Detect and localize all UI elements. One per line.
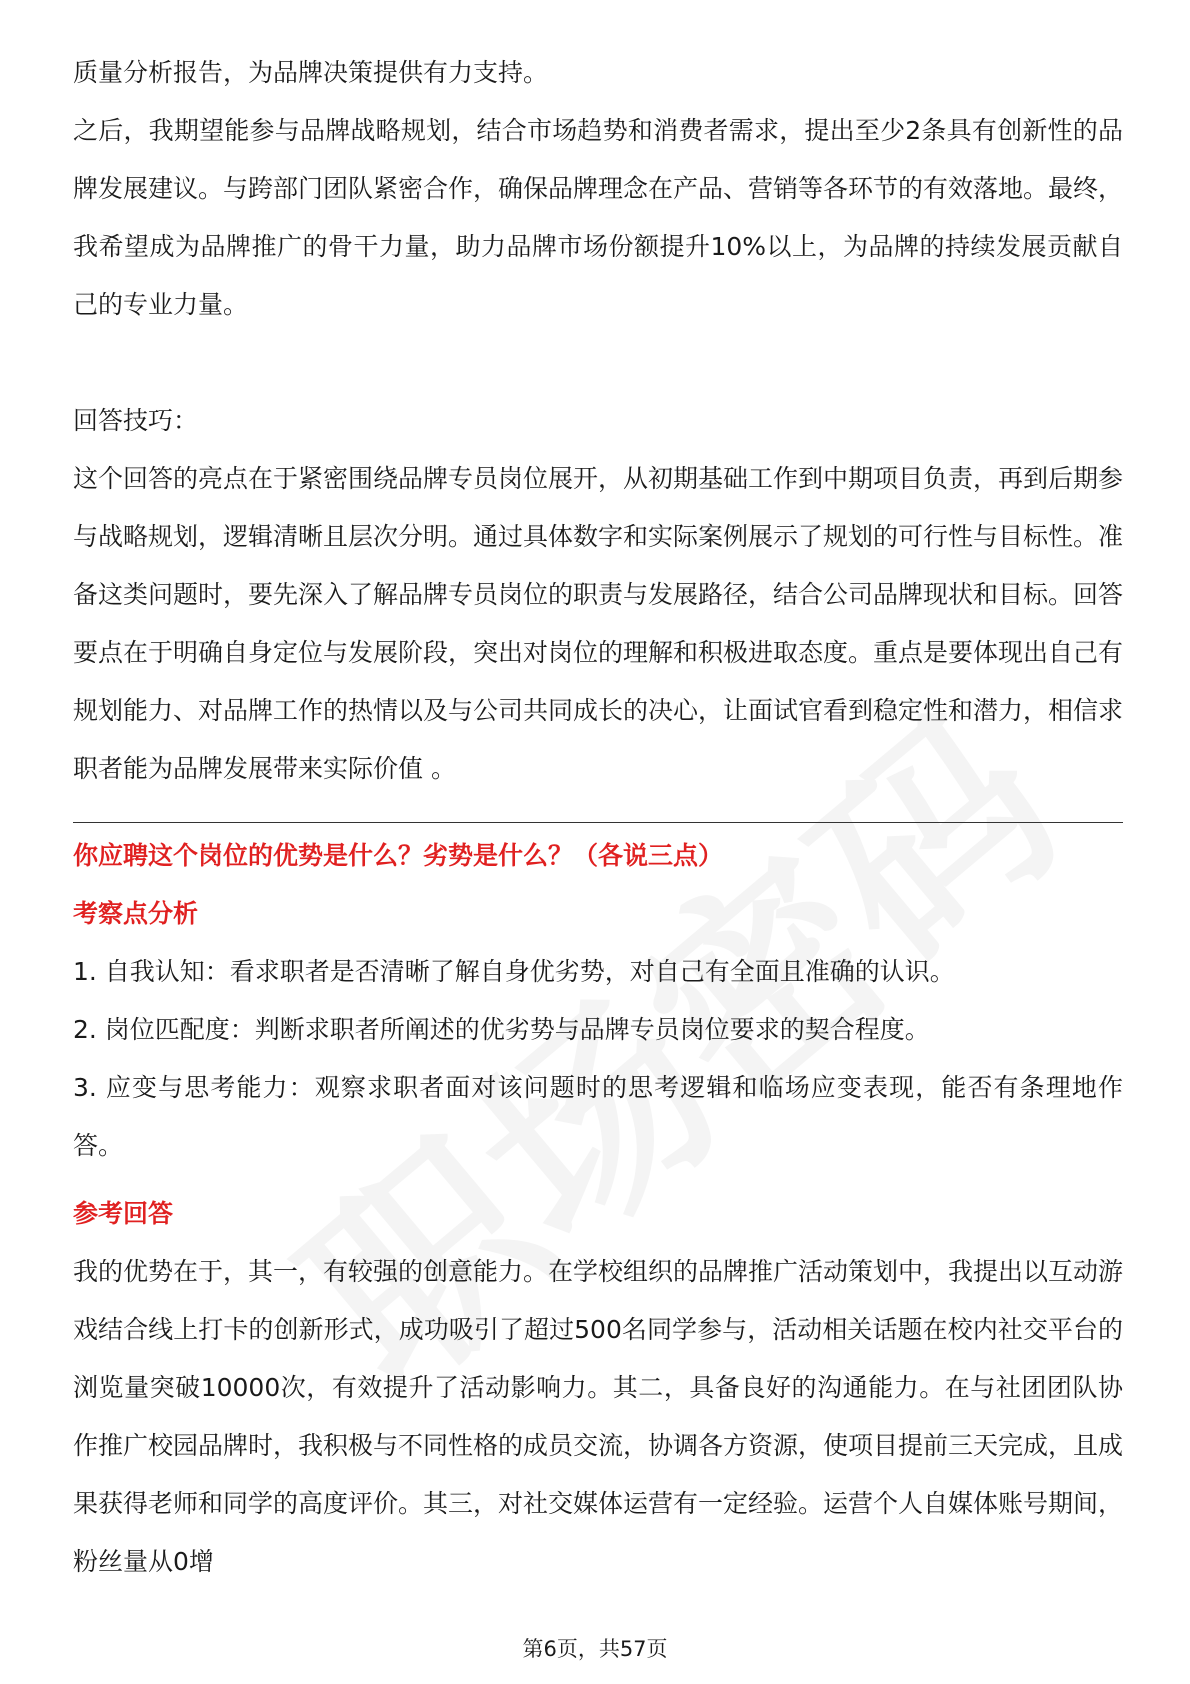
reference-body: 我的优势在于，其一，有较强的创意能力。在学校组织的品牌推广活动策划中，我提出以互动游戏结合线上打卡的创新形式，成功吸引了超过500名同学参与，活动相关话题在校内社交平台的浏览量突破10000次，有效提升了活动影响力。其二，具备良好的沟通能力。在与社团团队协作推广校园品牌时，我积极与不同性格的成员交流，协调各方资源，使项目提前三天完成，且成果获得老师和同学的高度评价。其三，对社交媒体运营有一定经验。运营个人自媒体账号期间，粉丝量从0增 (73, 1257, 1124, 1576)
section-divider (73, 822, 1123, 823)
analysis-heading: 考察点分析 (73, 899, 199, 928)
reference-heading: 参考回答 (73, 1199, 174, 1228)
tips-heading: 回答技巧： (73, 406, 199, 435)
paragraph-plan: 之后，我期望能参与品牌战略规划，结合市场趋势和消费者需求，提出至少2条具有创新性的品牌发展建议。与跨部门团队紧密合作，确保品牌理念在产品、营销等各环节的有效落地。最终，我希望成为品牌推广的骨干力量，助力品牌市场份额提升10%以上，为品牌的持续发展贡献自己的专业力量。 (73, 116, 1124, 319)
question-title: 你应聘这个岗位的优势是什么？劣势是什么？（各说三点） (73, 841, 724, 870)
analysis-item: 3. 应变与思考能力：观察求职者面对该问题时的思考逻辑和临场应变表现，能否有条理地作答。 (73, 1073, 1123, 1160)
page-content (73, 44, 1123, 1591)
paragraph-continued: 质量分析报告，为品牌决策提供有力支持。 (73, 58, 549, 87)
tips-body: 这个回答的亮点在于紧密围绕品牌专员岗位展开，从初期基础工作到中期项目负责，再到后期参与战略规划，逻辑清晰且层次分明。通过具体数字和实际案例展示了规划的可行性与目标性。准备这类问题时，要先深入了解品牌专员岗位的职责与发展路径，结合公司品牌现状和目标。回答要点在于明确自身定位与发展阶段，突出对岗位的理解和积极进取态度。重点是要体现出自己有规划能力、对品牌工作的热情以及与公司共同成长的决心，让面试官看到稳定性和潜力，相信求职者能为品牌发展带来实际价值 。 (73, 464, 1124, 783)
page-number: 第6页，共57页 (522, 1637, 668, 1661)
analysis-item: 1. 自我认知：看求职者是否清晰了解自身优劣势，对自己有全面且准确的认识。 (73, 957, 955, 986)
spacer (73, 334, 1123, 392)
analysis-item: 2. 岗位匹配度：判断求职者所阐述的优劣势与品牌专员岗位要求的契合程度。 (73, 1015, 930, 1044)
